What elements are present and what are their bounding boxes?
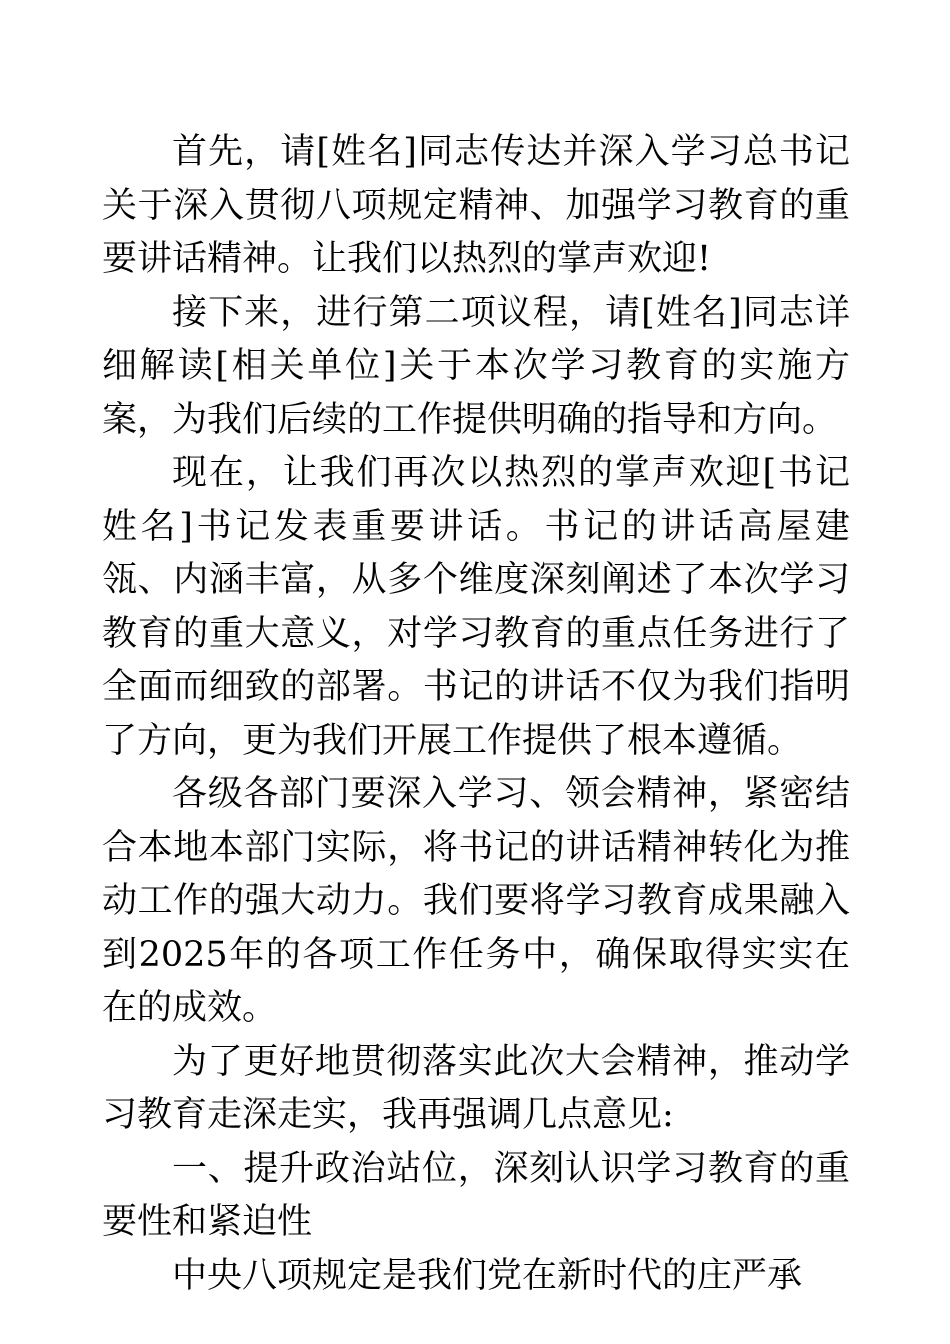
document-body [102,126,850,1303]
section-heading-one: 一、提升政治站位，深刻认识学习教育的重要性和紧迫性 [102,1148,850,1242]
paragraph-opening: 首先，请[姓名]同志传达并深入学习总书记关于深入贯彻八项规定精神、加强学习教育的重要讲话精神。让我们以热烈的掌声欢迎! [102,132,850,279]
paragraph-central-regulations: 中央八项规定是我们党在新时代的庄严承 [172,1255,803,1296]
paragraph-secretary-speech: 现在，让我们再次以热烈的掌声欢迎[书记姓名]书记发表重要讲话。书记的讲话高屋建瓴、内涵丰富，从多个维度深刻阐述了本次学习教育的重大意义，对学习教育的重点任务进行了全面而细致的部署。书记的讲话不仅为我们指明了方向，更为我们开展工作提供了根本遵循。 [102,453,850,761]
paragraph-implementation: 各级各部门要深入学习、领会精神，紧密结合本地本部门实际，将书记的讲话精神转化为推动工作的强大动力。我们要将学习教育成果融入到2025年的各项工作任务中，确保取得实实在在的成效。 [102,774,850,1028]
paragraph-second-agenda: 接下来，进行第二项议程，请[姓名]同志详细解读[相关单位]关于本次学习教育的实施方案，为我们后续的工作提供明确的指导和方向。 [102,292,850,440]
paragraph-emphasis-intro: 为了更好地贯彻落实此次大会精神，推动学习教育走深走实，我再强调几点意见: [102,1041,850,1135]
